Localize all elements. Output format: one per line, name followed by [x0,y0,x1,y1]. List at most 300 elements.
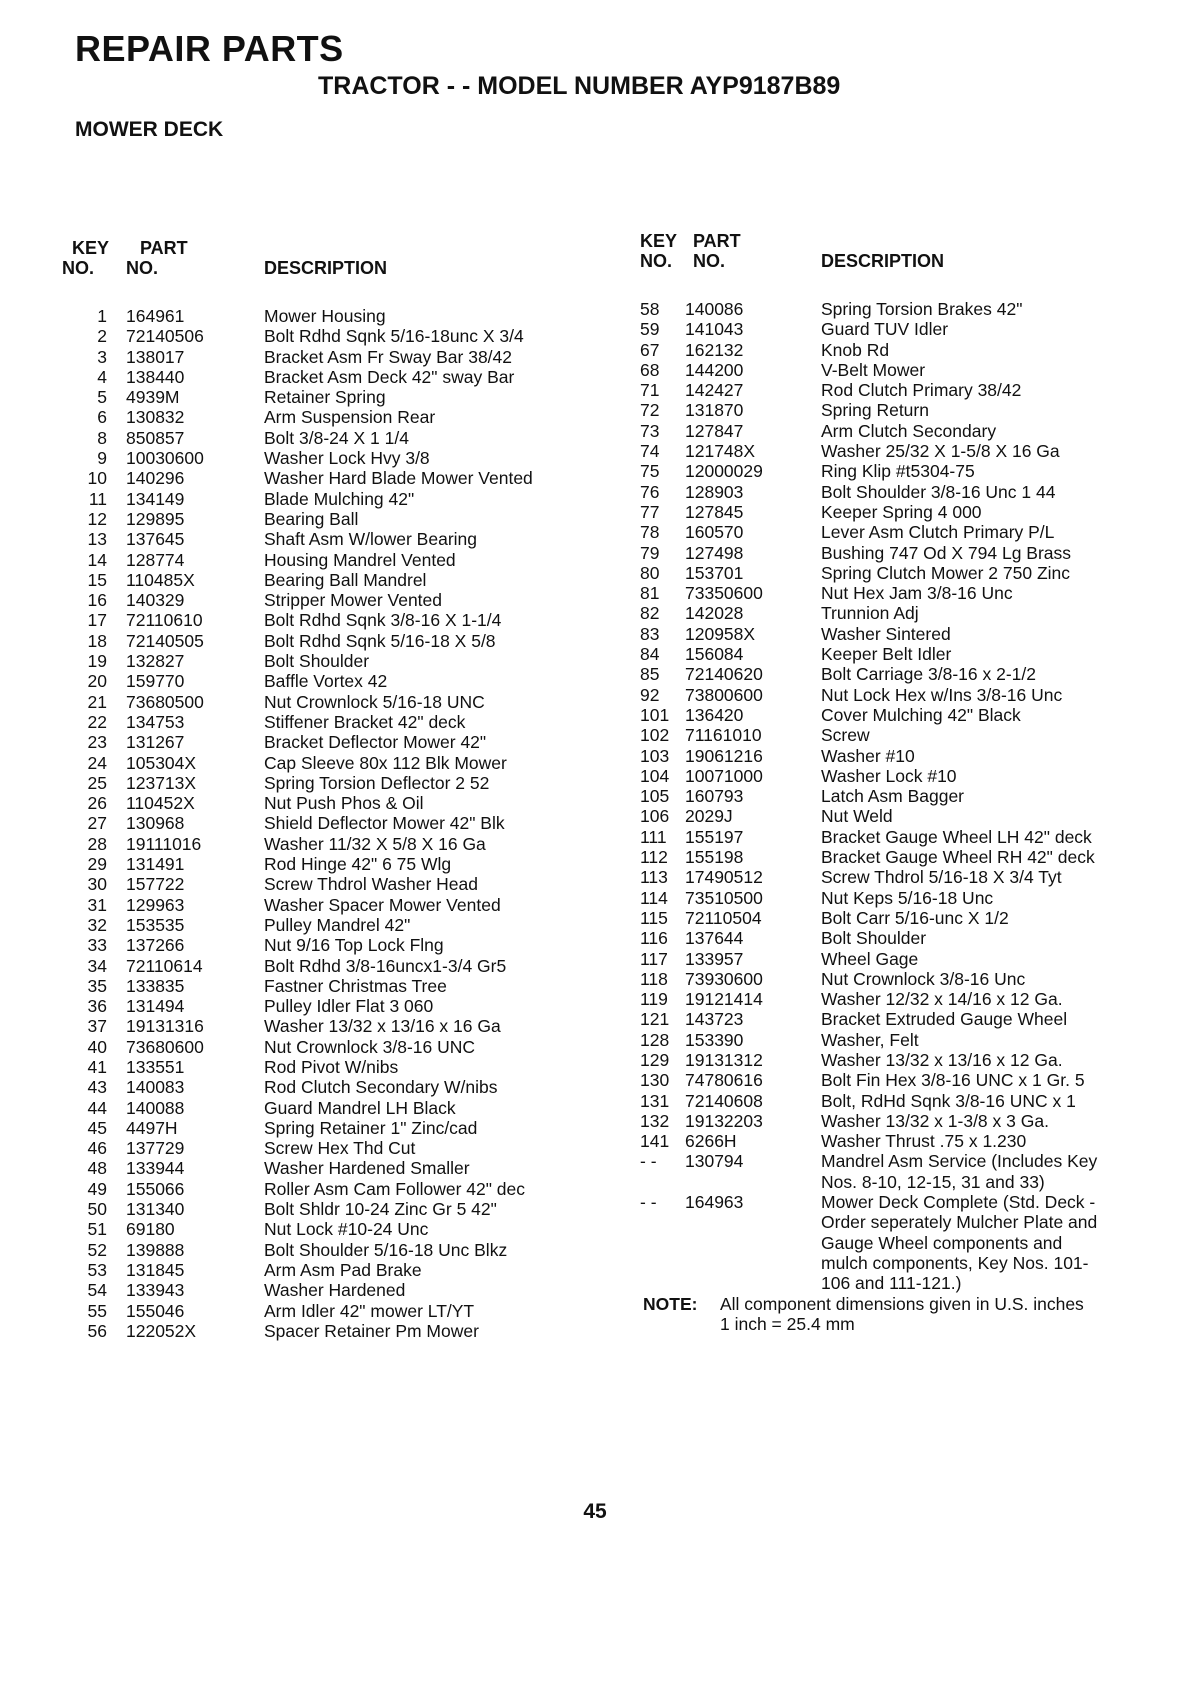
description: Nut Crownlock 3/8-16 UNC [264,1036,476,1057]
description: Bracket Gauge Wheel LH 42" deck [821,826,1092,847]
table-row [62,1158,582,1178]
table-row [635,705,1155,725]
description: Washer Hardened Smaller [264,1158,470,1179]
table-row [62,347,582,367]
key-no: 17 [87,610,107,631]
key-no: 44 [87,1097,107,1118]
part-no: 160570 [685,522,744,543]
key-no: 51 [87,1219,107,1240]
table-row [635,461,1155,481]
description: Washer 11/32 X 5/8 X 16 Ga [264,833,486,854]
description: Bolt Shoulder [821,928,927,949]
table-row [62,935,582,955]
part-no: 72110504 [685,907,762,928]
table-row [635,644,1155,664]
part-no: 69180 [126,1219,175,1240]
table-row [635,867,1155,887]
key-no: 27 [87,813,107,834]
table-row [635,1131,1155,1151]
table-row [635,908,1155,928]
description: Guard TUV Idler [821,319,949,340]
description: Screw Thdrol Washer Head [264,874,478,895]
part-no-label: NO. [126,258,159,278]
key-no: 20 [87,671,107,692]
table-row [62,407,582,427]
part-no: 160793 [685,786,744,807]
left-parts-column [62,238,582,1341]
part-no: 140086 [685,299,744,319]
description: Washer Hard Blade Mower Vented [264,468,533,489]
part-no: 137644 [685,928,744,949]
description: Spacer Retainer Pm Mower [264,1320,479,1341]
description: Nut Keps 5/16-18 Unc [821,887,994,908]
key-no: 113 [640,867,668,888]
part-no: 137645 [126,529,185,550]
table-row [62,1179,582,1199]
key-no: 80 [640,562,660,583]
description: Pulley Mandrel 42" [264,914,411,935]
part-no: 138440 [126,366,185,387]
key-no: 50 [87,1199,107,1220]
key-no: 36 [87,996,107,1017]
part-no: 127845 [685,501,744,522]
description: Nut Lock #10-24 Unc [264,1219,429,1240]
table-row [635,380,1155,400]
description: Screw Thdrol 5/16-18 X 3/4 Tyt [821,867,1062,888]
part-no: 72140505 [126,630,204,651]
table-row [62,1301,582,1321]
key-no: 15 [87,569,107,590]
key-no: 56 [87,1320,107,1341]
description: Shaft Asm W/lower Bearing [264,529,477,550]
key-no: 55 [87,1300,107,1321]
part-no: 137729 [126,1138,185,1159]
description: Washer #10 [821,745,915,766]
part-no: 73680600 [126,1036,204,1057]
description: Screw [821,725,870,746]
key-no: 130 [640,1070,670,1091]
part-no: 73350600 [685,583,763,604]
table-row [62,1240,582,1260]
part-no: 73680500 [126,691,204,712]
description: Rod Pivot W/nibs [264,1056,399,1077]
table-row [635,522,1155,542]
key-no: 129 [640,1049,670,1070]
description: Bracket Deflector Mower 42" [264,732,487,753]
description: Bolt Carr 5/16-unc X 1/2 [821,907,1009,928]
description: Bracket Asm Deck 42" sway Bar [264,366,515,387]
table-row [635,806,1155,826]
key-label: KEY [640,231,678,251]
table-row [635,1111,1155,1131]
section-heading: MOWER DECK [75,118,224,141]
key-no: - - [640,1151,657,1172]
key-no: 19 [87,651,107,672]
key-no: 71 [640,380,660,401]
part-no: 133957 [685,948,744,969]
part-no: 121748X [685,441,756,462]
table-row [635,360,1155,380]
description: Spring Torsion Deflector 2 52 [264,772,490,793]
table-row [62,1037,582,1057]
description: Bolt Rdhd Sqnk 5/16-18 X 5/8 [264,630,496,651]
description: Blade Mulching 42" [264,488,415,509]
table-row [62,1219,582,1239]
note-label: NOTE: [643,1293,698,1314]
description: Washer Hardened [264,1280,406,1301]
table-row [635,1009,1155,1029]
description: Trunnion Adj [821,603,919,624]
table-row [62,813,582,833]
part-no: 143723 [685,1009,744,1030]
part-no: 131267 [126,732,185,753]
description: Bolt Rdhd 3/8-16uncx1-3/4 Gr5 [264,955,507,976]
key-no: 128 [640,1029,670,1050]
part-no: 19121414 [685,989,763,1010]
description: Washer 12/32 x 14/16 x 12 Ga. [821,989,1063,1010]
description: Washer Lock #10 [821,765,957,786]
description: Washer 13/32 x 13/16 x 16 Ga [264,1016,501,1037]
part-no: 153701 [685,562,744,583]
part-no: 72140620 [685,664,763,685]
key-no: 37 [87,1016,107,1037]
description: Keeper Belt Idler [821,644,952,665]
part-no: 19131312 [685,1049,763,1070]
description: Nut Push Phos & Oil [264,793,424,814]
key-no: 74 [640,441,660,462]
part-no: 19132203 [685,1110,763,1131]
table-row [635,1091,1155,1111]
table-row [62,489,582,509]
part-no: 129895 [126,508,185,529]
description: Bushing 747 Od X 794 Lg Brass [821,542,1072,563]
key-label: KEY [72,238,110,258]
key-no: 29 [87,854,107,875]
part-no: 4939M [126,387,180,408]
table-row [635,421,1155,441]
part-no: 2029J [685,806,733,827]
part-no: 130794 [685,1151,744,1172]
description: Rod Clutch Primary 38/42 [821,380,1022,401]
part-no: 128774 [126,549,185,570]
key-no: 73 [640,420,660,441]
key-no: 35 [87,975,107,996]
part-no: 73930600 [685,968,763,989]
key-no: 4 [97,366,107,387]
part-no: 120958X [685,623,756,644]
key-no: 3 [97,346,107,367]
key-no: 13 [87,529,107,550]
table-row [635,502,1155,522]
description: Washer, Felt [821,1029,919,1050]
description-label: DESCRIPTION [821,251,945,271]
part-no: 10071000 [685,765,763,786]
part-no: 74780616 [685,1070,763,1091]
description: Housing Mandrel Vented [264,549,456,570]
description: Nut Weld [821,806,893,827]
description: Bolt Carriage 3/8-16 x 2-1/2 [821,664,1036,685]
description: Bracket Extruded Gauge Wheel [821,1009,1068,1030]
key-no: 21 [87,691,107,712]
key-no-label: NO. [640,251,673,271]
description: Bolt 3/8-24 X 1 1/4 [264,427,409,448]
description: Nut Lock Hex w/Ins 3/8-16 Unc [821,684,1063,705]
key-no: 16 [87,590,107,611]
table-row [635,543,1155,563]
part-no: 141043 [685,319,744,340]
key-no: 103 [640,745,670,766]
part-no: 122052X [126,1320,197,1341]
table-row [635,989,1155,1009]
key-no: 141 [640,1131,670,1152]
table-row [62,1321,582,1341]
description: Bolt Shoulder [264,651,370,672]
table-row [635,400,1155,420]
part-no: 142427 [685,380,744,401]
description: Washer Spacer Mower Vented [264,894,501,915]
table-row [62,1057,582,1077]
key-no: 58 [640,299,660,319]
description: Arm Clutch Secondary [821,420,997,441]
key-no: 75 [640,461,660,482]
key-no: 121 [640,1009,670,1030]
table-row [62,590,582,610]
description: Bracket Asm Fr Sway Bar 38/42 [264,346,513,367]
table-row [635,949,1155,969]
key-no: 11 [88,488,107,509]
table-row [635,299,1155,319]
description: Bolt Fin Hex 3/8-16 UNC x 1 Gr. 5 [821,1070,1085,1091]
key-no: 45 [87,1117,107,1138]
key-no: 10 [87,468,107,489]
table-row [635,928,1155,948]
key-no: 48 [87,1158,107,1179]
key-no: 118 [640,968,668,989]
description: Bolt Shoulder 5/16-18 Unc Blkz [264,1239,508,1260]
key-no: 1 [97,306,107,326]
note-text: All component dimensions given in U.S. inches [720,1293,1084,1314]
key-no: 52 [87,1239,107,1260]
part-no: 128903 [685,481,744,502]
key-no: 106 [640,806,670,827]
key-no: 49 [87,1178,107,1199]
key-no: 14 [87,549,107,570]
key-no: 59 [640,319,660,340]
part-no: 155046 [126,1300,185,1321]
part-no: 72140608 [685,1090,763,1111]
key-no: 104 [640,765,670,786]
table-row [62,1199,582,1219]
table-row [635,583,1155,603]
part-no: 162132 [685,339,744,360]
table-row [635,563,1155,583]
key-no: 117 [640,948,668,969]
key-no: 82 [640,603,660,624]
left-parts-list [62,306,582,1341]
description-continued: Nos. 8-10, 12-15, 31 and 33) [821,1171,1045,1192]
part-no-label: NO. [693,251,726,271]
key-no: 46 [87,1138,107,1159]
table-row [635,827,1155,847]
description: Latch Asm Bagger [821,786,964,807]
key-no: 22 [87,711,107,732]
table-row [635,685,1155,705]
key-no: 77 [640,501,660,522]
part-no: 140088 [126,1097,185,1118]
table-row [635,725,1155,745]
table-row [62,874,582,894]
part-no: 127847 [685,420,744,441]
part-no: 164961 [126,306,185,326]
description: Stripper Mower Vented [264,590,443,611]
table-row [635,482,1155,502]
key-no-label: NO. [62,258,95,278]
table-row [635,786,1155,806]
description: Cap Sleeve 80x 112 Blk Mower [264,752,507,773]
description: Washer Sintered [821,623,951,644]
part-no: 131870 [685,400,744,421]
description: Stiffener Bracket 42" deck [264,711,466,732]
part-no: 144200 [685,359,744,380]
description: Nut Hex Jam 3/8-16 Unc [821,583,1013,604]
key-no: 34 [87,955,107,976]
key-no: 78 [640,522,660,543]
table-row [635,664,1155,684]
description: Retainer Spring [264,387,386,408]
right-parts-list [635,299,1155,1151]
description: Bolt Shldr 10-24 Zinc Gr 5 42" [264,1199,497,1220]
key-no: 24 [87,752,107,773]
table-row [62,448,582,468]
right-parts-column [635,231,1155,1334]
part-no: 131340 [126,1199,185,1220]
part-no: 131494 [126,996,185,1017]
table-row [62,1138,582,1158]
table-row [62,712,582,732]
part-no: 4497H [126,1117,178,1138]
part-no: 157722 [126,874,185,895]
part-no: 156084 [685,644,744,665]
key-no: 83 [640,623,660,644]
key-no: 72 [640,400,660,421]
part-no: 130832 [126,407,185,428]
description: Bolt Rdhd Sqnk 3/8-16 X 1-1/4 [264,610,502,631]
description: Arm Asm Pad Brake [264,1259,422,1280]
part-no: 131845 [126,1259,185,1280]
table-row [635,1050,1155,1070]
table-row [62,834,582,854]
table-row [62,509,582,529]
table-row [62,732,582,752]
description: Rod Clutch Secondary W/nibs [264,1077,498,1098]
description: Mandrel Asm Service (Includes Key [821,1151,1098,1172]
table-row [62,1280,582,1300]
key-no: 92 [640,684,660,705]
part-no: 72110610 [126,610,203,631]
table-row [62,1016,582,1036]
description: Washer 13/32 x 13/16 x 12 Ga. [821,1049,1063,1070]
description: Washer 25/32 X 1-5/8 X 16 Ga [821,441,1060,462]
description: Washer 13/32 x 1-3/8 x 3 Ga. [821,1110,1049,1131]
description: Baffle Vortex 42 [264,671,388,692]
part-label: PART [693,231,741,251]
table-row [635,1030,1155,1050]
part-no: 134149 [126,488,185,509]
table-row [635,847,1155,867]
part-no: 133551 [126,1056,185,1077]
note-conversion: 1 inch = 25.4 mm [720,1313,855,1334]
key-no: 32 [87,914,107,935]
description: Bracket Gauge Wheel RH 42" deck [821,847,1095,868]
table-row [62,692,582,712]
description: Wheel Gage [821,948,919,969]
part-no: 130968 [126,813,185,834]
table-row [62,550,582,570]
description: Keeper Spring 4 000 [821,501,982,522]
table-row [635,319,1155,339]
table-row [62,671,582,691]
left-column-header [62,238,582,280]
part-no: 155066 [126,1178,185,1199]
part-no: 73800600 [685,684,763,705]
part-no: 164963 [685,1192,744,1213]
key-no: 105 [640,786,670,807]
key-no: 112 [640,847,668,868]
description: Cover Mulching 42" Black [821,704,1021,725]
part-no: 140296 [126,468,185,489]
description: Bolt Rdhd Sqnk 5/16-18unc X 3/4 [264,326,524,347]
description: Mower Housing [264,306,386,326]
key-no: 131 [640,1090,670,1111]
part-no: 17490512 [685,867,763,888]
part-no: 19131316 [126,1016,204,1037]
description: Bolt, RdHd Sqnk 3/8-16 UNC x 1 [821,1090,1076,1111]
part-no: 72140506 [126,326,204,347]
key-no: 67 [640,339,660,360]
part-no: 133835 [126,975,185,996]
part-no: 134753 [126,711,185,732]
table-row [62,529,582,549]
table-row [62,773,582,793]
mandrel-entry [635,1151,1155,1192]
part-no: 110485X [126,569,195,590]
description: Arm Suspension Rear [264,407,436,428]
key-no: 76 [640,481,660,502]
key-no: 132 [640,1110,670,1131]
deck-entry [635,1192,1155,1293]
description: Ring Klip #t5304-75 [821,461,975,482]
description: Guard Mandrel LH Black [264,1097,456,1118]
description: Bolt Shoulder 3/8-16 Unc 1 44 [821,481,1056,502]
table-row [62,570,582,590]
part-no: 140083 [126,1077,185,1098]
description: Arm Idler 42" mower LT/YT [264,1300,475,1321]
description: Spring Torsion Brakes 42" [821,299,1023,319]
description: Spring Clutch Mower 2 750 Zinc [821,562,1070,583]
key-no: 53 [87,1259,107,1280]
key-no: 5 [97,387,107,408]
description: Fastner Christmas Tree [264,975,447,996]
description: Washer Lock Hvy 3/8 [264,448,430,469]
part-no: 19061216 [685,745,763,766]
description: Washer Thrust .75 x 1.230 [821,1131,1027,1152]
key-no: 111 [640,826,667,847]
part-no: 142028 [685,603,744,624]
key-no: 114 [640,887,668,908]
part-no: 110452X [126,793,195,814]
key-no: 102 [640,725,670,746]
part-no: 123713X [126,772,197,793]
